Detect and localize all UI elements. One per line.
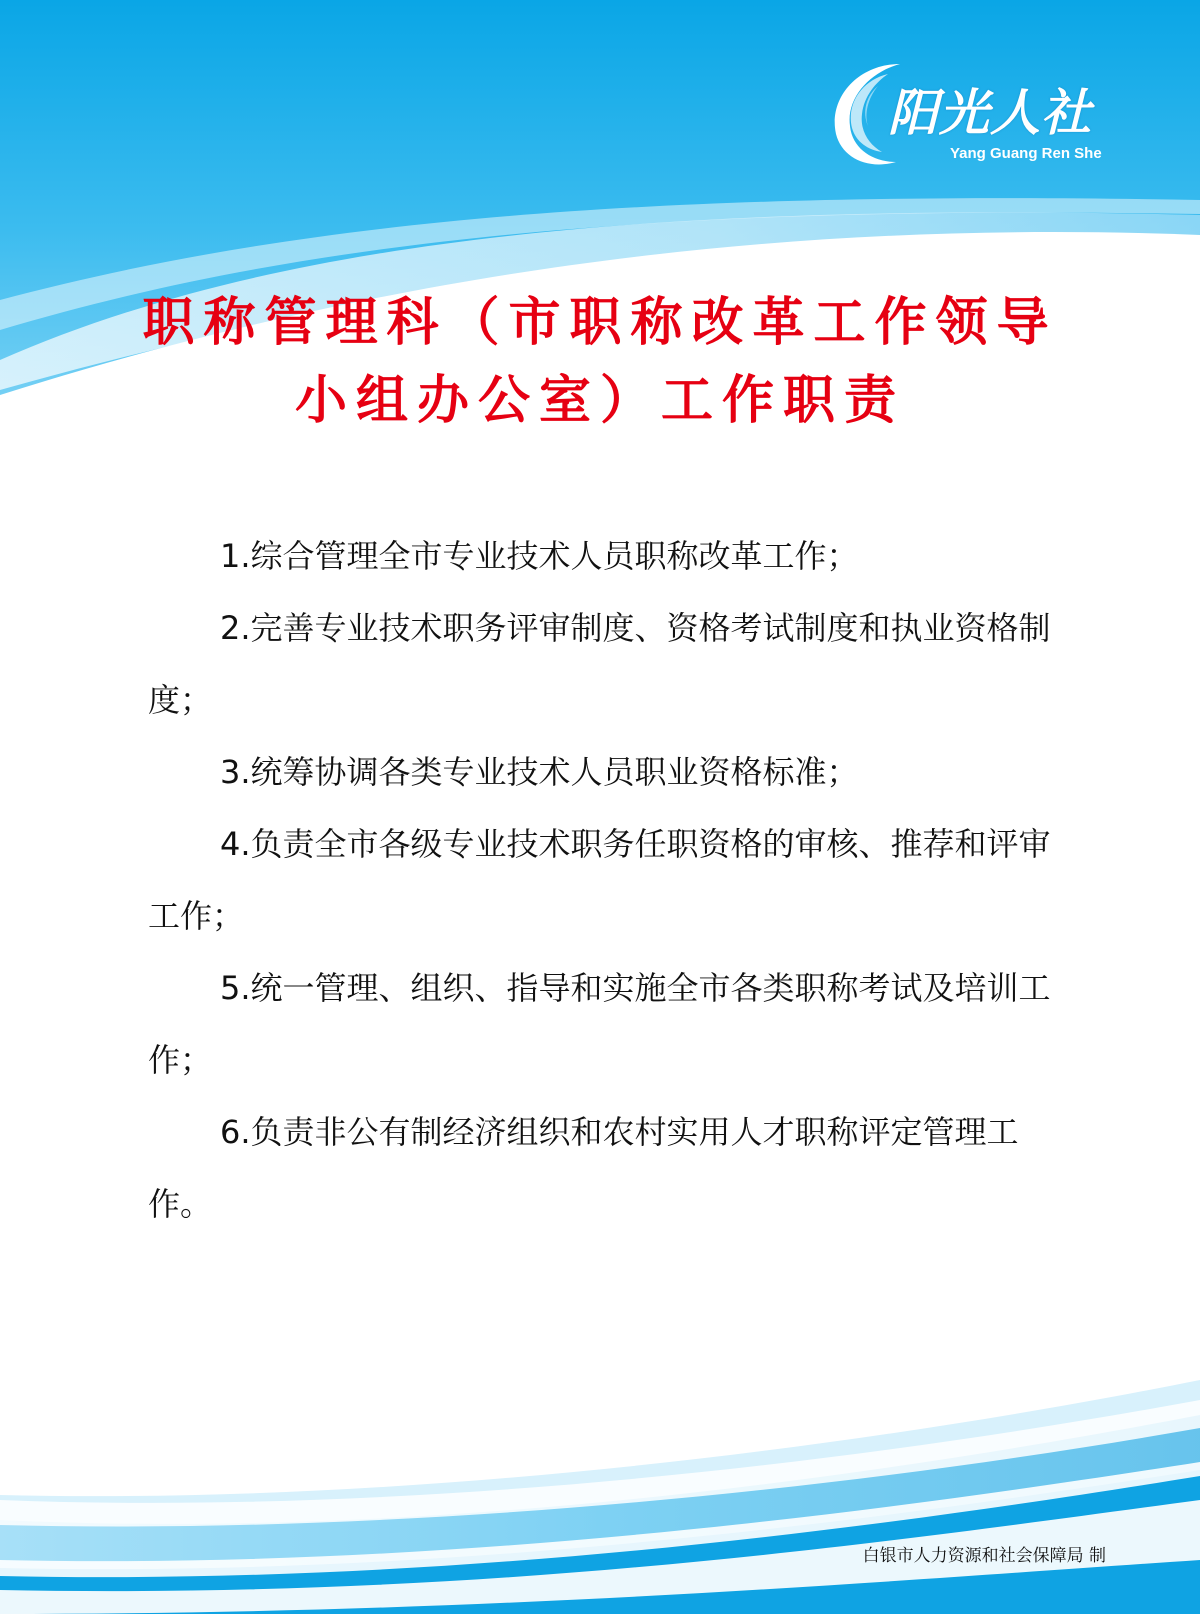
logo-name-cn: 阳光人社 [888,84,1092,142]
duty-item: 6.负责非公有制经济组织和农村实用人才职称评定管理工作。 [148,1113,1019,1223]
title-line-1: 职称管理科（市职称改革工作领导 [142,293,1058,353]
page-title [0,284,1200,440]
duty-item: 5.统一管理、组织、指导和实施全市各类职称考试及培训工作； [148,969,1051,1079]
title-line-2: 小组办公室）工作职责 [294,371,905,431]
duty-list [148,520,1060,1240]
duty-item: 4.负责全市各级专业技术职务任职资格的审核、推荐和评审工作； [148,825,1051,935]
duty-item: 1.综合管理全市专业技术人员职称改革工作； [220,537,859,575]
duty-item: 2.完善专业技术职务评审制度、资格考试制度和执业资格制度； [148,609,1051,719]
brand-logo [828,58,1118,178]
issuer-footer: 白银市人力资源和社会保障局 制 [862,1546,1106,1566]
duty-item: 3.统筹协调各类专业技术人员职业资格标准； [220,753,859,791]
logo-name-en: Yang Guang Ren She [950,145,1102,162]
